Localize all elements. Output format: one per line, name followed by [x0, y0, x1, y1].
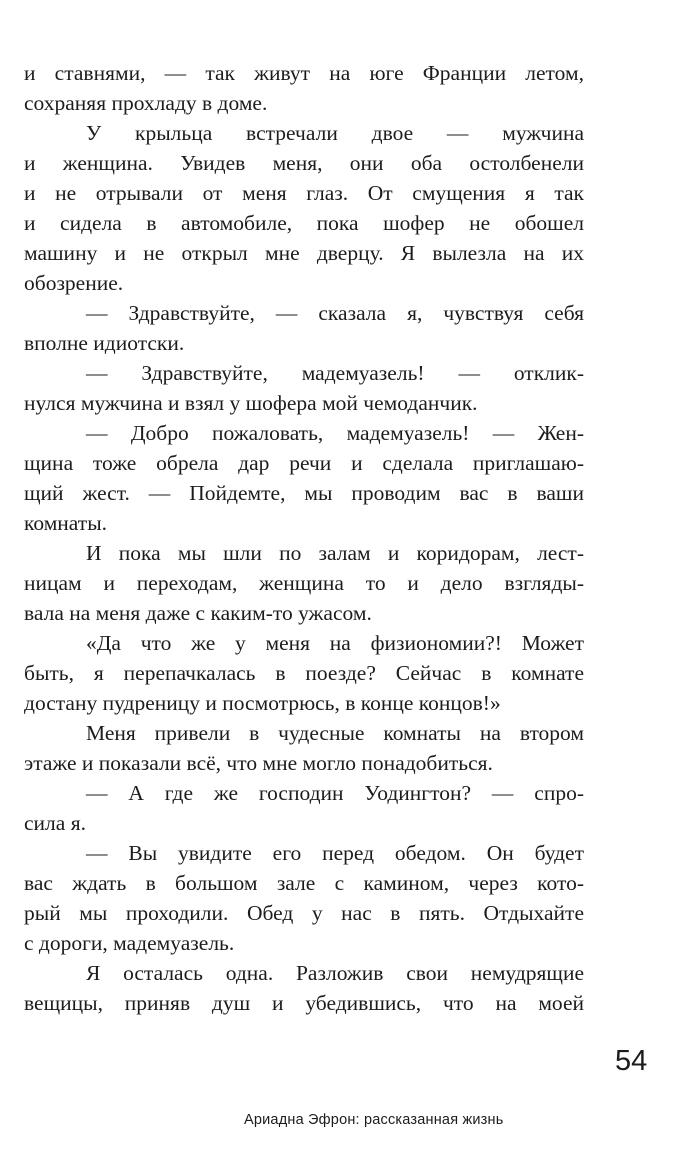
running-footer: Ариадна Эфрон: рассказанная жизнь [244, 1112, 504, 1128]
text-line: нулся мужчина и взял у шофера мой чемоданчик. [24, 391, 478, 415]
text-line: ницам и переходам, женщина то и дело взгляды- [24, 571, 584, 595]
text-line: И пока мы шли по залам и коридорам, лест- [86, 541, 584, 565]
text-line: вполне идиотски. [24, 331, 185, 355]
text-line: — Добро пожаловать, мадемуазель! — Жен- [86, 421, 584, 445]
text-line: У крыльца встречали двое — мужчина [86, 121, 584, 145]
text-line: сила я. [24, 811, 86, 835]
text-line: машину и не открыл мне дверцу. Я вылезла на их [24, 241, 584, 265]
text-line: и ставнями, — так живут на юге Франции летом, [24, 61, 584, 85]
text-line: быть, я перепачкалась в поезде? Сейчас в комнате [24, 661, 584, 685]
text-line: достану пудреницу и посмотрюсь, в конце концов!» [24, 691, 501, 715]
text-line: Я осталась одна. Разложив свои немудрящие [86, 961, 584, 985]
text-line: вас ждать в большом зале с камином, через кото- [24, 871, 584, 895]
text-line: вала на меня даже с каким-то ужасом. [24, 601, 372, 625]
text-line: — А где же господин Уодингтон? — спро- [86, 781, 584, 805]
text-line: сохраняя прохладу в доме. [24, 91, 268, 115]
text-line: и не отрывали от меня глаз. От смущения я так [24, 181, 584, 205]
text-line: обозрение. [24, 271, 124, 295]
text-line: вещицы, приняв душ и убедившись, что на моей [24, 991, 584, 1015]
text-line: с дороги, мадемуазель. [24, 931, 235, 955]
text-line: «Да что же у меня на физиономии?! Может [86, 631, 584, 655]
text-line: этаже и показали всё, что мне могло понадобиться. [24, 751, 493, 775]
text-line: и женщина. Увидев меня, они оба остолбенели [24, 151, 584, 175]
text-line: рый мы проходили. Обед у нас в пять. Отдыхайте [24, 901, 584, 925]
text-line: — Здравствуйте, — сказала я, чувствуя себя [86, 301, 584, 325]
text-line: щина тоже обрела дар речи и сделала приглашаю- [24, 451, 584, 475]
body-text [24, 58, 584, 1018]
text-line: Меня привели в чудесные комнаты на втором [86, 721, 584, 745]
page-number: 54 [615, 1045, 648, 1077]
text-line: комнаты. [24, 511, 108, 535]
text-line: — Здравствуйте, мадемуазель! — отклик- [86, 361, 584, 385]
text-line: и сидела в автомобиле, пока шофер не обошел [24, 211, 584, 235]
text-line: — Вы увидите его перед обедом. Он будет [86, 841, 584, 865]
text-line: щий жест. — Пойдемте, мы проводим вас в ваши [24, 481, 584, 505]
